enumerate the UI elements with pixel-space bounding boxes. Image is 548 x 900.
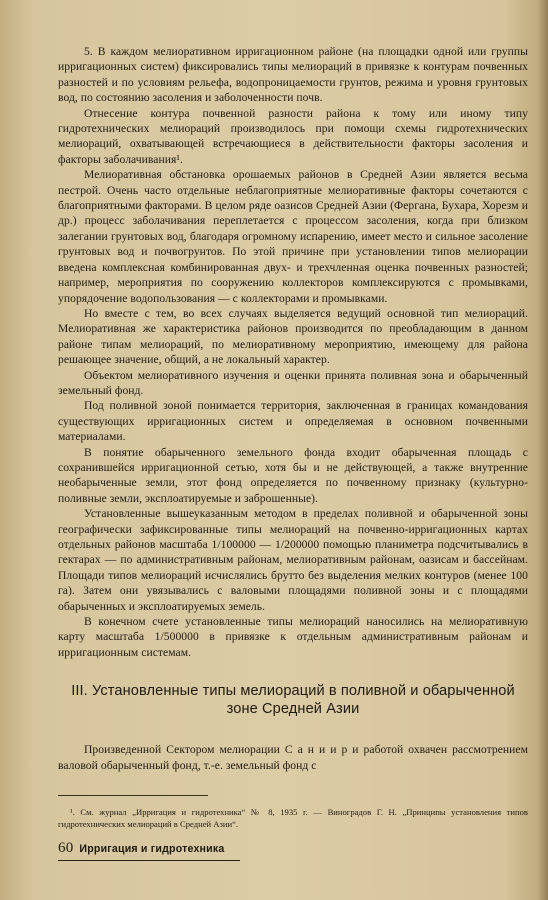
paragraph-2: Отнесение контура почвенной разности района к тому или иному типу гидротехнических мелиораций производилось при помощи схемы гидротехнических мелиораций, охватывающей встречающиеся в действительности факторы засоления и факторы заболачивания¹. <box>58 106 528 166</box>
running-title: Ирригация и гидротехника <box>79 843 225 855</box>
page-footer <box>58 840 528 861</box>
paragraph-9: В конечном счете установленные типы мелиораций наносились на мелиоративную карту масштаба 1/500000 в привязке к отдельным административным районам и ирригационным системам. <box>58 615 528 659</box>
section-heading: III. Установленные типы мелиораций в поливной и обарыченной зоне Средней Азии <box>71 683 515 718</box>
paragraph-5: Объектом мелиоративного изучения и оценки принята поливная зона и обарыченный земельный фонд. <box>58 368 528 397</box>
paragraph-6: Под поливной зоной понимается территория, заключенная в границах командования существующих ирригационных систем и определяемая в основном почвенными материалами. <box>58 399 528 444</box>
paragraph-3: Мелиоративная обстановка орошаемых районов в Средней Азии является весьма пестрой. Очень часто отдельные неблагоприятные мелиоративные факторы сочетаются с благоприятными факторами. В целом ряде оазисов Средней Азии (Фергана, Бухара, Хорезм и др.) процесс заболачивания переплетается с процессом засоления, когда при близком залегании грунтовых вод, благодаря огромному испарению, имеет место и сильное засоление грунтовых вод и почвогрунтов. По этой причине при установлении типов мелиорации введена комплексная комбинированная двух- и трехчленная оценка почвенных разностей; например, мероприятия по сооружению коллекторов комплексируются с промывками, упорядочение водопользования — с коллекторами и промывками. <box>58 168 528 305</box>
body-text <box>58 44 528 830</box>
paragraph-7: В понятие обарыченного земельного фонда входит обарыченная площадь с сохранившейся ирригационной сетью, хотя бы и не действующей, а также внутренние необарыченные земли, этот фонд определяется по почвенному признаку (культурно-поливные земли, эксплоатируемые и заброшенные). <box>58 445 528 505</box>
footnote-divider <box>58 795 208 796</box>
footer-rule <box>58 860 240 861</box>
paragraph-4: Но вместе с тем, во всех случаях выделяется ведущий основной тип мелиораций. Мелиоративная же характеристика районов производится по преобладающим в данном районе типам мелиораций, по мелиоративному мероприятию, имеющему для района решающее значение, общий, а не локальный характер. <box>58 306 528 367</box>
page-spine-shadow <box>538 0 548 900</box>
paragraph-after-heading: Произведенной Сектором мелиорации С а н и и р и работой охвачен рассмотрением валовой обарыченный фонд, т.-е. земельный фонд с <box>58 743 528 772</box>
paragraph-1: 5. В каждом мелиоративном ирригационном районе (на площадки одной или группы ирригационных систем) фиксировались типы мелиораций в привязке к контурам почвенных разностей и по условиям рельефа, водопроницаемости грунтов, режима и уровня грунтовых вод, по состоянию засоления и заболоченности почв. <box>58 45 528 105</box>
footnote: ¹. См. журнал „Ирригация и гидротехника“ № 8, 1935 г. — Виноградов Г. Н. „Принципы установления типов гидротехнических мелиораций в Средней Азии“. <box>58 807 528 830</box>
paragraph-8: Установленные вышеуказанным методом в пределах поливной и обарыченной зоны географически зафиксированные типы мелиораций на почвенно-ирригационных картах отдельных районов масштаба 1/100000 — 1/200000 помощью планиметра подсчитывались в гектарах — по административным районам, мелиоративным районам, оазисам и бассейнам. Площади типов мелиораций исчислялись брутто без выделения мелких контуров (менее 100 га). Затем они увязывались с валовыми площадями поливной зоны и с площадями обарыченных и эксплоатируемых земель. <box>58 507 528 613</box>
page-number: 60 <box>58 840 74 856</box>
